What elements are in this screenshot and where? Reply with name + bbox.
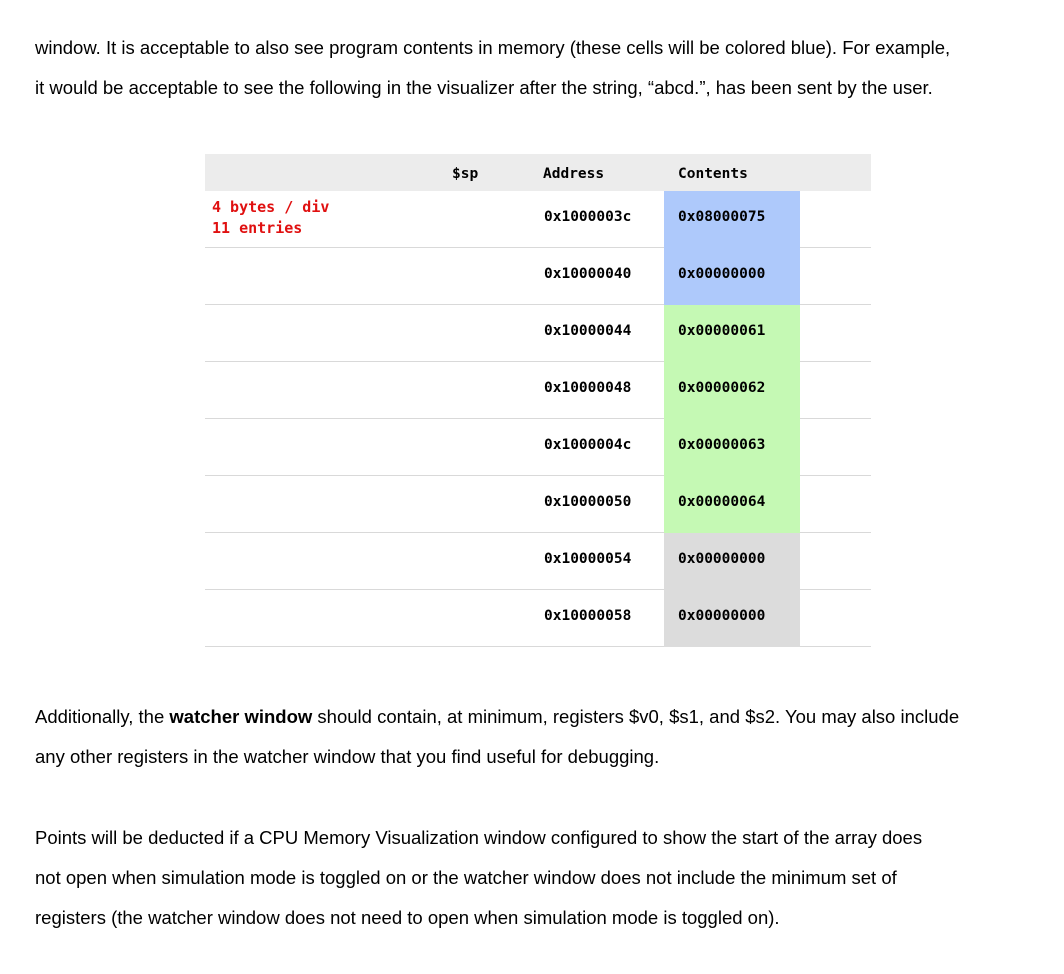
memory-address: 0x10000054: [544, 551, 632, 567]
memory-row: [205, 362, 871, 419]
watcher-line-2: any other registers in the watcher window that you find useful for debugging.: [35, 746, 660, 767]
memory-address: 0x10000058: [544, 608, 632, 624]
memory-row: [205, 248, 871, 305]
bytes-per-div-label: 4 bytes / div: [212, 198, 330, 216]
intro-line-1: window. It is acceptable to also see program contents in memory (these cells will be colored blue). For example,: [35, 37, 951, 58]
memory-address: 0x10000050: [544, 494, 632, 510]
memory-row: [205, 590, 871, 647]
memory-row: [205, 305, 871, 362]
memory-address: 0x10000048: [544, 380, 632, 396]
watcher-line-1-before: Additionally, the: [35, 706, 170, 727]
memory-contents: 0x00000062: [678, 380, 766, 396]
points-line-2: not open when simulation mode is toggled on or the watcher window does not include the minimum set of: [35, 867, 897, 888]
memory-visualizer: [205, 154, 871, 650]
memory-contents: 0x00000000: [678, 608, 766, 624]
sp-column-header: $sp: [452, 166, 479, 182]
address-column-header: Address: [543, 166, 605, 182]
memory-contents: 0x08000075: [678, 209, 766, 225]
intro-paragraph: [35, 28, 950, 108]
points-line-3: registers (the watcher window does not need to open when simulation mode is toggled on).: [35, 907, 780, 928]
points-paragraph: [35, 818, 922, 938]
visualizer-info: [212, 197, 329, 239]
memory-address: 0x10000044: [544, 323, 632, 339]
entries-count-label: 11 entries: [212, 219, 303, 237]
watcher-line-1-after: should contain, at minimum, registers $v0, $s1, and $s2. You may also include: [312, 706, 960, 727]
memory-row: [205, 476, 871, 533]
memory-row: [205, 419, 871, 476]
watcher-window-bold: watcher window: [169, 706, 313, 727]
memory-contents: 0x00000063: [678, 437, 766, 453]
visualizer-header: [205, 154, 871, 191]
memory-contents: 0x00000000: [678, 551, 766, 567]
memory-address: 0x1000004c: [544, 437, 632, 453]
contents-column-header: Contents: [678, 166, 748, 182]
memory-contents: 0x00000064: [678, 494, 766, 510]
memory-row: [205, 533, 871, 590]
intro-line-2: it would be acceptable to see the following in the visualizer after the string, “abcd.”, has been sent by the user.: [35, 77, 933, 98]
memory-address: 0x1000003c: [544, 209, 632, 225]
memory-contents: 0x00000061: [678, 323, 766, 339]
points-line-1: Points will be deducted if a CPU Memory Visualization window configured to show the start of the array does: [35, 827, 923, 848]
watcher-paragraph: [35, 697, 959, 777]
memory-contents: 0x00000000: [678, 266, 766, 282]
memory-address: 0x10000040: [544, 266, 632, 282]
